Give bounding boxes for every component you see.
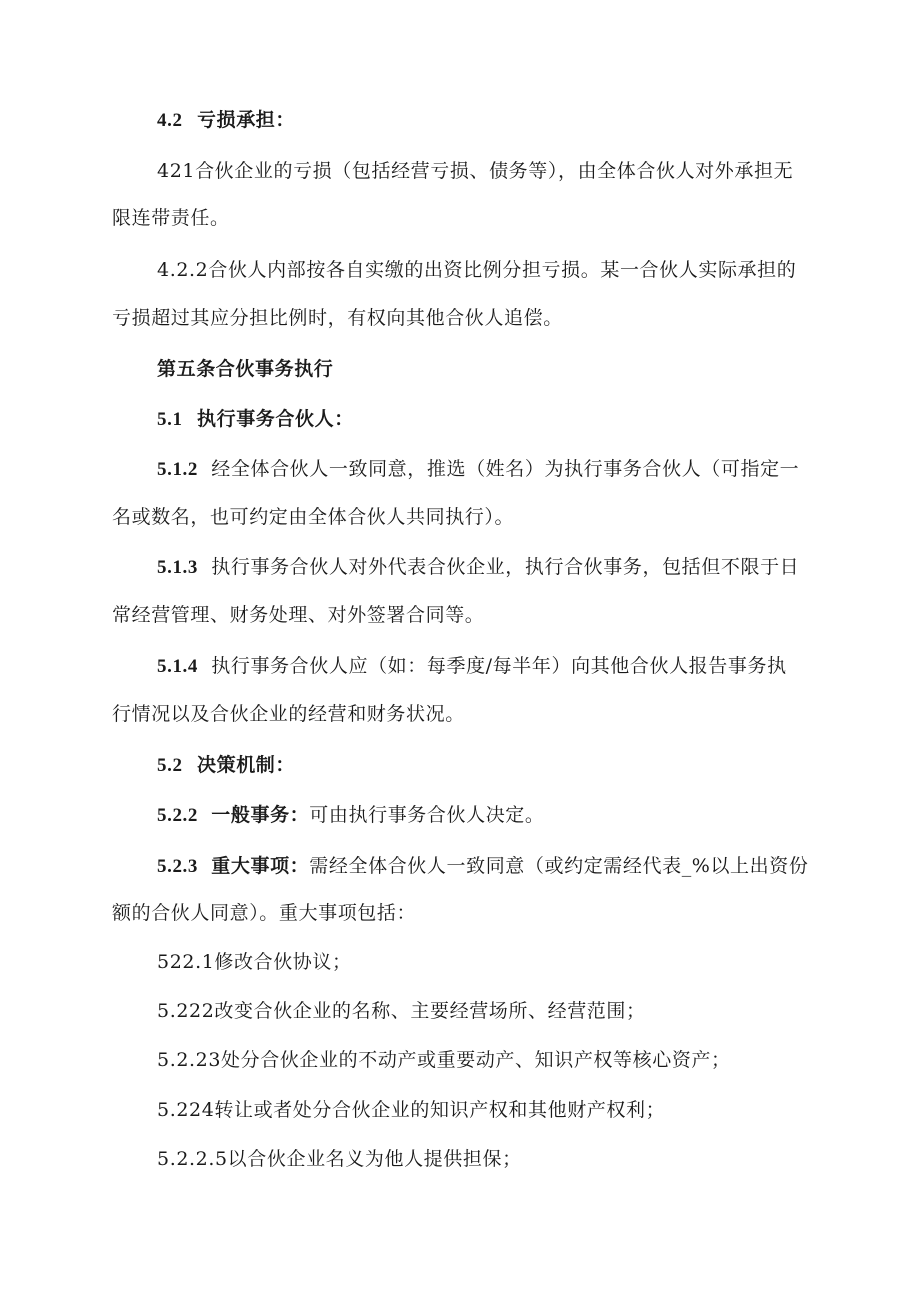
list-item-5-2-2-4 — [157, 1096, 857, 1124]
section-5-2-heading — [157, 751, 857, 780]
paragraph-4-2-2-line-1 — [157, 256, 857, 284]
list-item-5-2-2-1 — [157, 948, 857, 976]
paragraph-number: 5.1.4 — [157, 656, 198, 677]
list-item-text: 5.224转让或者处分合伙企业的知识产权和其他财产权利； — [157, 1099, 666, 1121]
paragraph-text: 4.2.2合伙人内部按各自实缴的出资比例分担亏损。某一合伙人实际承担的 — [157, 259, 797, 281]
paragraph-number: 5.1.2 — [157, 459, 198, 480]
paragraph-lead: 一般事务： — [211, 804, 310, 826]
section-title: 决策机制： — [197, 754, 296, 776]
paragraph-text: 执行事务合伙人对外代表合伙企业，执行合伙事务，包括但不限于日 — [211, 556, 800, 578]
section-title: 亏损承担： — [197, 109, 296, 131]
section-4-2-heading — [157, 106, 857, 135]
paragraph-text: 额的合伙人同意）。重大事项包括： — [112, 902, 417, 924]
paragraph-text: 常经营管理、财务处理、对外签署合同等。 — [112, 604, 485, 626]
paragraph-5-1-3-line-1 — [157, 553, 857, 582]
paragraph-5-1-4-line-1 — [157, 652, 857, 681]
section-title: 执行事务合伙人： — [197, 408, 354, 430]
paragraph-5-2-3-line-1 — [157, 852, 857, 881]
paragraph-text: 经全体合伙人一致同意，推选（姓名）为执行事务合伙人（可指定一 — [211, 458, 800, 480]
list-item-text: 5.2.23处分合伙企业的不动产或重要动产、知识产权等核心资产； — [157, 1049, 731, 1071]
section-5-1-heading — [157, 405, 857, 434]
paragraph-lead: 重大事项： — [211, 855, 310, 877]
paragraph-5-1-4-line-2 — [112, 700, 812, 728]
paragraph-5-1-3-line-2 — [112, 601, 812, 629]
paragraph-5-2-3-line-2 — [112, 899, 812, 927]
paragraph-4-2-1-line-1 — [157, 157, 857, 185]
paragraph-5-1-2-line-1 — [157, 455, 857, 484]
paragraph-text: 亏损超过其应分担比例时，有权向其他合伙人追偿。 — [112, 307, 563, 329]
article-5-heading — [157, 355, 857, 383]
list-item-5-2-2-2 — [157, 997, 857, 1025]
paragraph-4-2-1-line-2 — [112, 204, 812, 232]
paragraph-4-2-2-line-2 — [112, 304, 812, 332]
paragraph-number: 5.1.3 — [157, 557, 198, 578]
list-item-text: 5.2.2.5以合伙企业名义为他人提供担保； — [157, 1148, 522, 1170]
paragraph-text: 可由执行事务合伙人决定。 — [309, 804, 545, 826]
section-number: 5.1 — [157, 409, 183, 430]
list-item-5-2-2-5 — [157, 1145, 857, 1173]
paragraph-text: 421合伙企业的亏损（包括经营亏损、债务等），由全体合伙人对外承担无 — [157, 160, 794, 182]
paragraph-text: 执行事务合伙人应（如：每季度/每半年）向其他合伙人报告事务执 — [211, 655, 787, 677]
list-item-text: 5.222改变合伙企业的名称、主要经营场所、经营范围； — [157, 1000, 646, 1022]
article-title: 第五条合伙事务执行 — [157, 358, 334, 380]
paragraph-5-1-2-line-2 — [112, 503, 812, 531]
paragraph-text: 需经全体合伙人一致同意（或约定需经代表_%以上出资份 — [309, 855, 809, 877]
paragraph-number: 5.2.3 — [157, 856, 198, 877]
paragraph-5-2-2 — [157, 801, 857, 830]
list-item-text: 522.1修改合伙协议； — [157, 951, 352, 973]
section-number: 4.2 — [157, 110, 183, 131]
paragraph-number: 5.2.2 — [157, 805, 198, 826]
paragraph-text: 名或数名，也可约定由全体合伙人共同执行）。 — [112, 506, 515, 528]
section-number: 5.2 — [157, 755, 183, 776]
paragraph-text: 限连带责任。 — [112, 207, 230, 229]
list-item-5-2-2-3 — [157, 1046, 857, 1074]
paragraph-text: 行情况以及合伙企业的经营和财务状况。 — [112, 703, 465, 725]
